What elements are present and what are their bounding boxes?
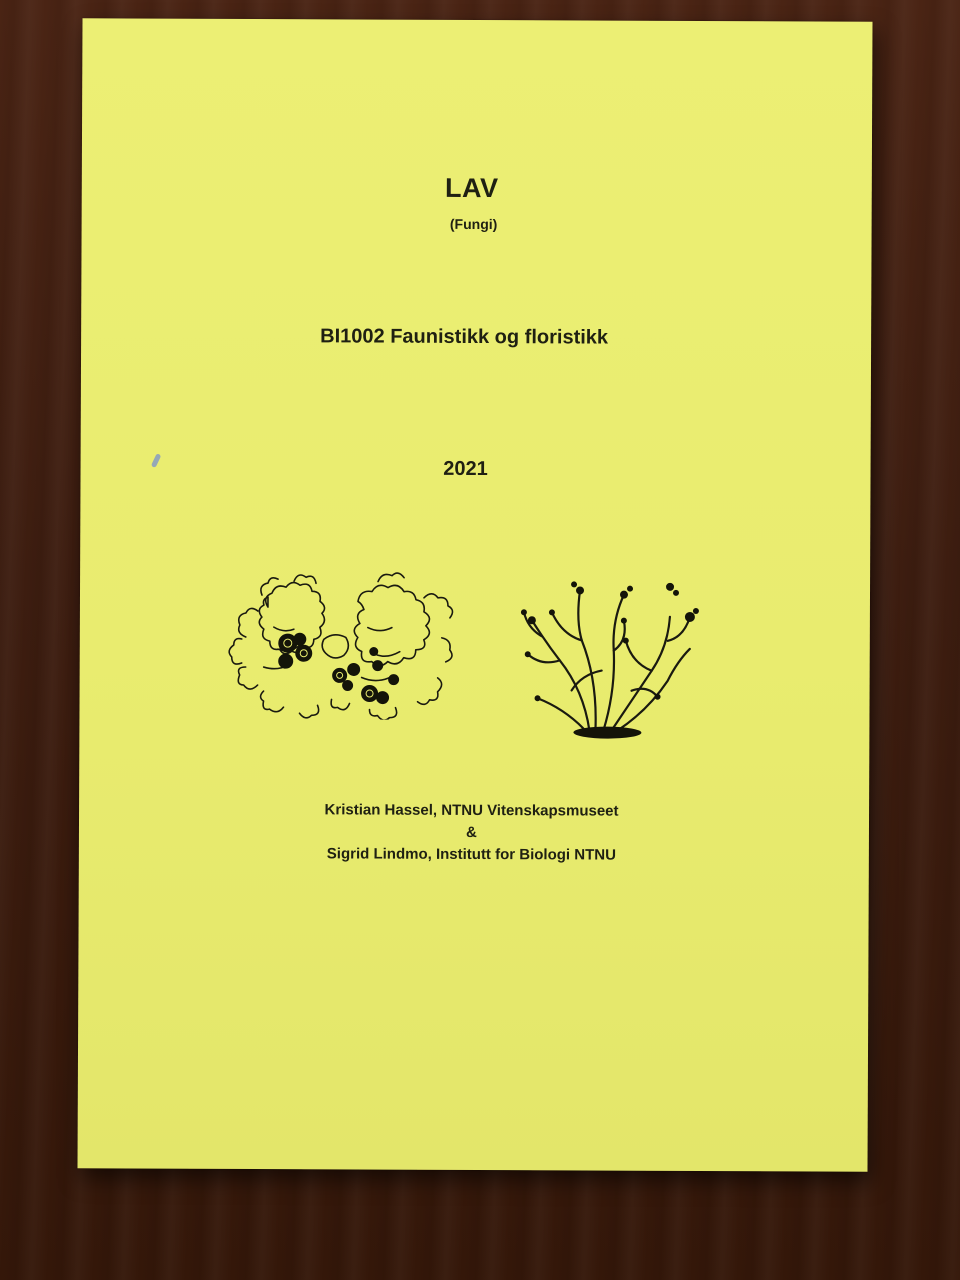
author-ampersand: & [466,823,477,842]
cover-year: 2021 [443,457,488,481]
fruticose-lichen-drawing [511,570,712,743]
foliose-lichen-drawing [227,567,460,720]
authors-block [79,798,869,867]
author-line-2: Sigrid Lindmo, Institutt for Biologi NTNU [326,845,616,864]
author-line-1: Kristian Hassel, NTNU Vitenskapsmuseet [324,801,619,820]
course-title: BI1002 Faunistikk og floristikk [320,325,609,349]
cover-title: LAV [444,172,499,204]
booklet-cover [77,18,872,1171]
cover-subtitle: (Fungi) [449,215,498,233]
